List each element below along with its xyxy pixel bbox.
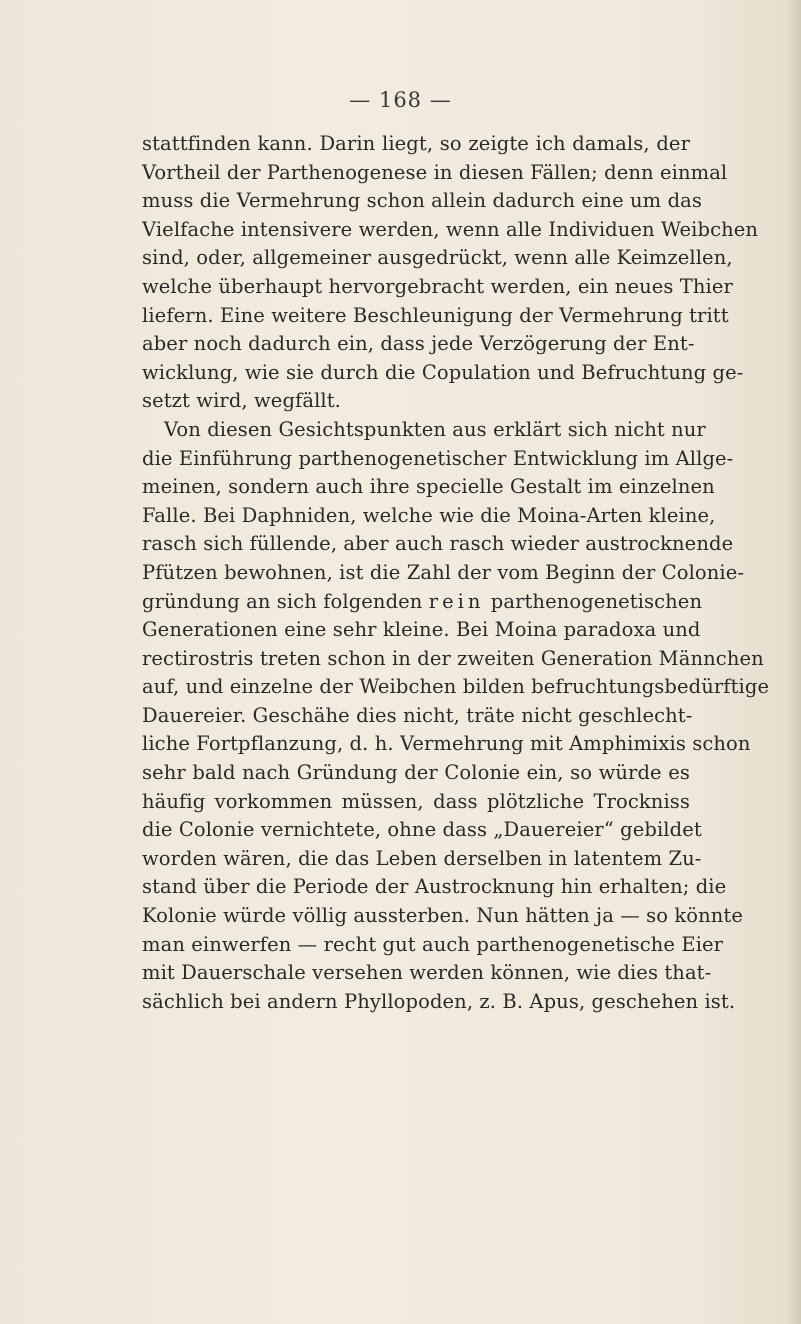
- text-line: Pfützen bewohnen, ist die Zahl der vom Beginn der Colonie-: [142, 560, 745, 584]
- text-line: Vortheil der Parthenogenese in diesen Fällen; denn einmal: [142, 160, 728, 184]
- text-line: meinen, sondern auch ihre specielle Gestalt im einzelnen: [142, 475, 715, 499]
- text-line-mixed: [142, 588, 703, 617]
- text-line: sächlich bei andern Phyllopoden, z. B. Apus, geschehen ist.: [142, 989, 736, 1013]
- text-line: liche Fortpflanzung, d. h. Vermehrung mit Amphimixis schon: [142, 732, 751, 756]
- text-line: die Colonie vernichtete, ohne dass „Dauereier“ gebildet: [142, 818, 702, 842]
- text-line: aber noch dadurch ein, dass jede Verzögerung der Ent-: [142, 332, 695, 356]
- page-number: — 168 —: [349, 88, 452, 112]
- text-line: liefern. Eine weitere Beschleunigung der Vermehrung tritt: [142, 303, 729, 327]
- text-line: rasch sich füllende, aber auch rasch wieder austrocknende: [142, 532, 734, 556]
- text-line: Kolonie würde völlig aussterben. Nun hätten ja — so könnte: [142, 904, 744, 928]
- text-line: muss die Vermehrung schon allein dadurch eine um das: [142, 189, 702, 213]
- text-line: sind, oder, allgemeiner ausgedrückt, wenn alle Keimzellen,: [142, 246, 733, 270]
- text-line: häufig vorkommen müssen, dass plötzliche Trockniss: [142, 789, 690, 813]
- page-edge-shadow: [787, 0, 801, 1324]
- text-line: die Einführung parthenogenetischer Entwicklung im Allge-: [142, 446, 734, 470]
- text-line: Vielfache intensivere werden, wenn alle Individuen Weibchen: [142, 217, 759, 241]
- text-line: man einwerfen — recht gut auch parthenogenetische Eier: [142, 932, 724, 956]
- text-line: setzt wird, wegfällt.: [142, 389, 341, 413]
- text-line: Falle. Bei Daphniden, welche wie die Moina-Arten kleine,: [142, 503, 716, 527]
- text-line: Dauereier. Geschähe dies nicht, träte nicht geschlecht-: [142, 703, 693, 727]
- body-text: [142, 130, 770, 1016]
- text-line: worden wären, die das Leben derselben in latentem Zu-: [142, 846, 702, 870]
- text-line: auf, und einzelne der Weibchen bilden befruchtungsbedürftige: [142, 675, 770, 699]
- text-fragment: gründung an sich folgenden: [142, 589, 423, 613]
- text-line: rectirostris treten schon in der zweiten Generation Männchen: [142, 646, 764, 670]
- text-line: welche überhaupt hervorgebracht werden, ein neues Thier: [142, 274, 733, 298]
- text-line: Generationen eine sehr kleine. Bei Moina paradoxa und: [142, 618, 701, 642]
- text-line: stattfinden kann. Darin liegt, so zeigte ich damals, der: [142, 132, 690, 155]
- text-fragment: parthenogenetischen: [490, 589, 703, 613]
- text-line: mit Dauerschale versehen werden können, wie dies that-: [142, 961, 712, 985]
- text-line: sehr bald nach Gründung der Colonie ein, so würde es: [142, 761, 690, 785]
- text-line: wicklung, wie sie durch die Copulation und Befruchtung ge-: [142, 360, 744, 384]
- emphasized-word: rein: [428, 589, 485, 613]
- text-line: Von diesen Gesichtspunkten aus erklärt sich nicht nur: [164, 417, 706, 441]
- text-line: stand über die Periode der Austrocknung hin erhalten; die: [142, 875, 727, 899]
